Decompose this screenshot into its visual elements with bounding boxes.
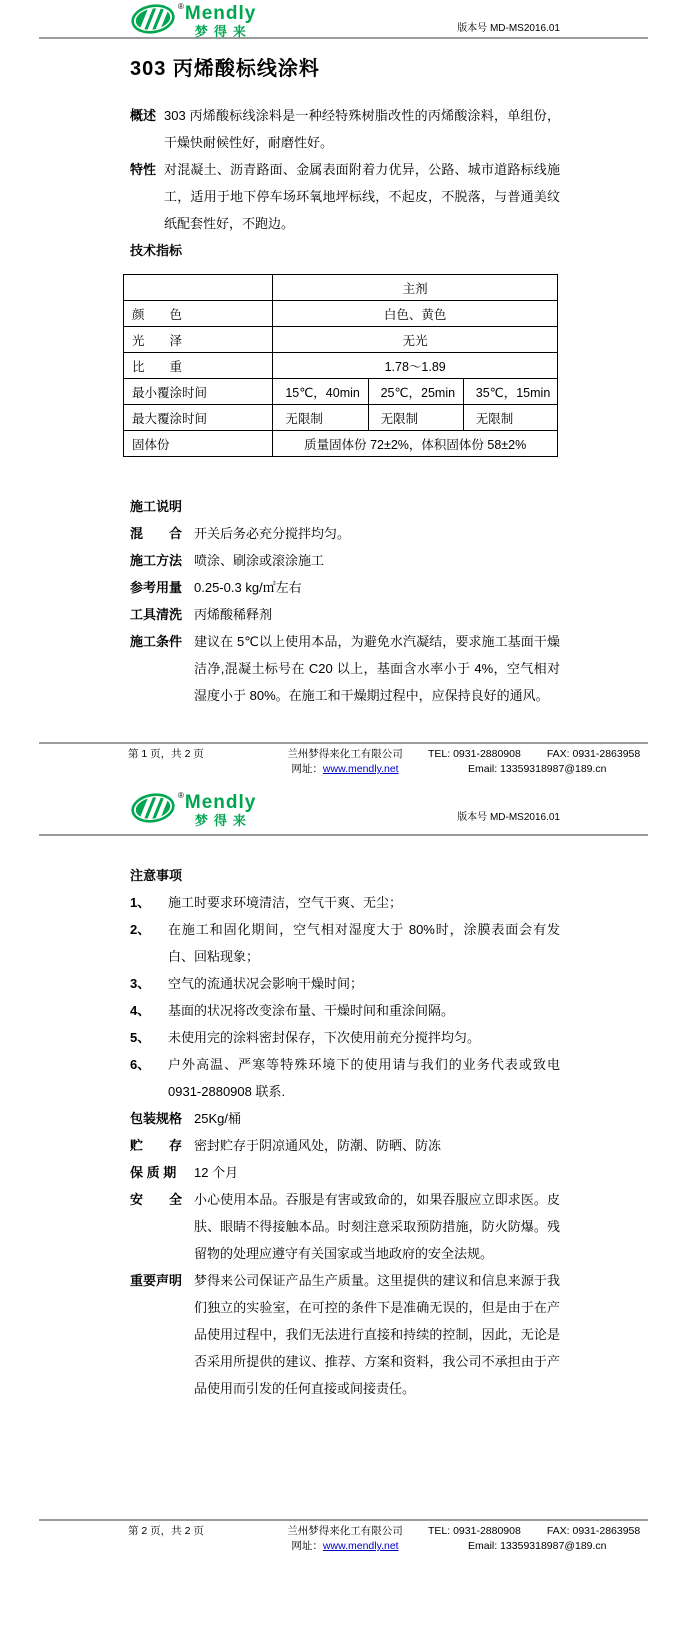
info-item (130, 1159, 560, 1186)
note-number: 5、 (130, 1030, 151, 1045)
construction-item (130, 601, 560, 628)
table-cell: 25℃，25min (368, 379, 463, 405)
table-row (124, 405, 558, 431)
footer-rule (39, 742, 648, 744)
tech-indicators-heading: 技术指标 (130, 243, 183, 258)
page-2 (0, 789, 687, 1554)
note-text: 在施工和固化期间，空气相对湿度大于 80%时，涂膜表面会有发白、回粘现象； (168, 922, 560, 964)
tel-label: TEL: 0931-2880908 (428, 1525, 521, 1537)
company-name: 兰州梦得来化工有限公司 (287, 748, 403, 760)
table-cell: 15℃，40min (273, 379, 368, 405)
table-cell: 质量固体份 72±2%，体积固体份 58±2% (273, 431, 558, 457)
info-text: 25Kg/桶 (194, 1111, 241, 1126)
brand-name: Mendly (184, 3, 257, 24)
logo-text (185, 4, 256, 38)
brand-name-cn: 梦得来 (194, 24, 252, 39)
note-item (130, 1024, 560, 1051)
version-label: 版本号 MD-MS2016.01 (457, 23, 560, 34)
page-header (0, 789, 687, 828)
table-row-label: 颜 色 (124, 301, 273, 327)
note-number: 3、 (130, 976, 151, 991)
table-row (124, 379, 558, 405)
fax-label: FAX: 0931-2863958 (546, 1525, 641, 1537)
note-text: 基面的状况将改变涂布量、干燥时间和重涂间隔。 (168, 1003, 455, 1018)
construction-item-text: 0.25-0.3 kg/㎡左右 (194, 580, 302, 595)
overview-text: 303 丙烯酸标线涂料是一种经特殊树脂改性的丙烯酸涂料，单组份，干燥快耐候性好，耐磨性好。 (164, 108, 560, 150)
note-number: 6、 (130, 1057, 151, 1072)
email-label: Email: 13359318987@189.cn (468, 763, 607, 775)
registered-trademark-icon: ® (178, 791, 184, 800)
tech-indicators-table (123, 274, 558, 457)
page-footer (0, 1519, 687, 1554)
table-cell: 无限制 (463, 405, 557, 431)
page-title: 303 丙烯酸标线涂料 (130, 58, 320, 80)
website-label: 网址： (291, 1540, 323, 1552)
table-row-label: 固体份 (124, 431, 273, 457)
table-cell: 无限制 (273, 405, 368, 431)
note-text: 未使用完的涂料密封保存，下次使用前充分搅拌均匀。 (168, 1030, 481, 1045)
page-footer (0, 742, 687, 777)
version-label: 版本号 MD-MS2016.01 (457, 812, 560, 823)
info-item (130, 1267, 560, 1402)
note-item (130, 889, 560, 916)
info-item (130, 1132, 560, 1159)
features-section (130, 156, 560, 237)
note-item (130, 1051, 560, 1105)
note-item (130, 997, 560, 1024)
page-header (0, 0, 687, 39)
construction-item-text: 开关后务必充分搅拌均匀。 (194, 526, 351, 541)
construction-item-label: 混 合 (130, 526, 183, 541)
table-cell: 1.78～1.89 (273, 353, 558, 379)
header-rule (39, 834, 648, 836)
construction-item-text: 喷涂、刷涂或滚涂施工 (194, 553, 325, 568)
construction-item-label: 参考用量 (130, 580, 183, 595)
fax-label: FAX: 0931-2863958 (546, 748, 641, 760)
company-logo (130, 3, 256, 38)
construction-item-label: 施工方法 (130, 553, 183, 568)
company-name: 兰州梦得来化工有限公司 (287, 1525, 403, 1537)
features-label: 特性 (130, 162, 157, 177)
construction-item (130, 547, 560, 574)
table-cell: 无光 (273, 327, 558, 353)
website-label: 网址： (291, 763, 323, 775)
table-row-label: 光 泽 (124, 327, 273, 353)
brand-name: Mendly (184, 792, 257, 813)
info-text: 12 个月 (194, 1165, 239, 1180)
page-number: 第 1 页，共 2 页 (128, 748, 204, 760)
table-row (124, 353, 558, 379)
overview-section (130, 102, 560, 156)
info-label: 安 全 (130, 1192, 183, 1207)
table-row (124, 301, 558, 327)
notes-heading: 注意事项 (130, 868, 183, 883)
overview-label: 概述 (130, 108, 157, 123)
table-cell: 无限制 (368, 405, 463, 431)
note-text: 空气的流通状况会影响干燥时间； (168, 976, 364, 991)
table-cell: 35℃，15min (463, 379, 557, 405)
construction-item-text: 建议在 5℃以上使用本品，为避免水汽凝结，要求施工基面干燥洁净,混凝土标号在 C20 以上，基面含水率小于 4%，空气相对湿度小于 80%。在施工和干燥期过程中，应保持良好的通风。 (194, 634, 560, 703)
features-text: 对混凝土、沥青路面、金属表面附着力优异，公路、城市道路标线施工，适用于地下停车场环氧地坪标线，不起皮，不脱落，与普通美纹纸配套性好，不跑边。 (164, 162, 560, 231)
note-text: 户外高温、严寒等特殊环境下的使用请与我们的业务代表或致电 0931-2880908 联系. (168, 1057, 560, 1099)
page-1 (0, 0, 687, 777)
table-row (124, 327, 558, 353)
construction-item-label: 工具清洗 (130, 607, 183, 622)
table-row-label: 最小覆涂时间 (124, 379, 273, 405)
page-number: 第 2 页，共 2 页 (128, 1525, 204, 1537)
note-number: 4、 (130, 1003, 151, 1018)
construction-item (130, 520, 560, 547)
info-text: 密封贮存于阴凉通风处，防潮、防晒、防冻 (194, 1138, 442, 1153)
table-row (124, 431, 558, 457)
logo-mark-icon (130, 3, 177, 34)
table-cell-empty (124, 275, 273, 301)
info-text: 梦得来公司保证产品生产质量。这里提供的建议和信息来源于我们独立的实验室，在可控的条件下是准确无误的，但是由于在产品使用过程中，我们无法进行直接和持续的控制，因此，无论是否采用所提供的建议、推荐、方案和资料，我公司不承担由于产品使用而引发的任何直接或间接责任。 (194, 1273, 560, 1396)
table-row-label: 比 重 (124, 353, 273, 379)
construction-item-text: 丙烯酸稀释剂 (194, 607, 273, 622)
note-number: 1、 (130, 895, 151, 910)
info-item (130, 1186, 560, 1267)
table-col-header: 主剂 (273, 275, 558, 301)
website-link[interactable]: www.mendly.net (322, 1540, 399, 1552)
company-logo (130, 792, 256, 827)
info-item (130, 1105, 560, 1132)
email-label: Email: 13359318987@189.cn (468, 1540, 607, 1552)
construction-item-label: 施工条件 (130, 634, 183, 649)
note-text: 施工时要求环境清洁，空气干爽、无尘； (168, 895, 403, 910)
note-number: 2、 (130, 922, 151, 937)
construction-item (130, 574, 560, 601)
table-row-label: 最大覆涂时间 (124, 405, 273, 431)
footer-rule (39, 1519, 648, 1521)
logo-mark-icon (130, 792, 177, 823)
construction-item (130, 628, 560, 709)
registered-trademark-icon: ® (178, 2, 184, 11)
construction-heading: 施工说明 (130, 499, 183, 514)
note-item (130, 970, 560, 997)
logo-text (185, 793, 256, 827)
tel-label: TEL: 0931-2880908 (428, 748, 521, 760)
table-row (124, 275, 558, 301)
note-item (130, 916, 560, 970)
info-label: 保 质 期 (130, 1165, 177, 1180)
info-label: 贮 存 (130, 1138, 183, 1153)
brand-name-cn: 梦得来 (194, 813, 252, 828)
info-label: 重要声明 (130, 1273, 183, 1288)
info-text: 小心使用本品。吞服是有害或致命的，如果吞服应立即求医。皮肤、眼睛不得接触本品。时刻注意采取预防措施，防火防爆。残留物的处理应遵守有关国家或当地政府的安全法规。 (194, 1192, 560, 1261)
info-label: 包装规格 (130, 1111, 183, 1126)
table-cell: 白色、黄色 (273, 301, 558, 327)
website-link[interactable]: www.mendly.net (322, 763, 399, 775)
